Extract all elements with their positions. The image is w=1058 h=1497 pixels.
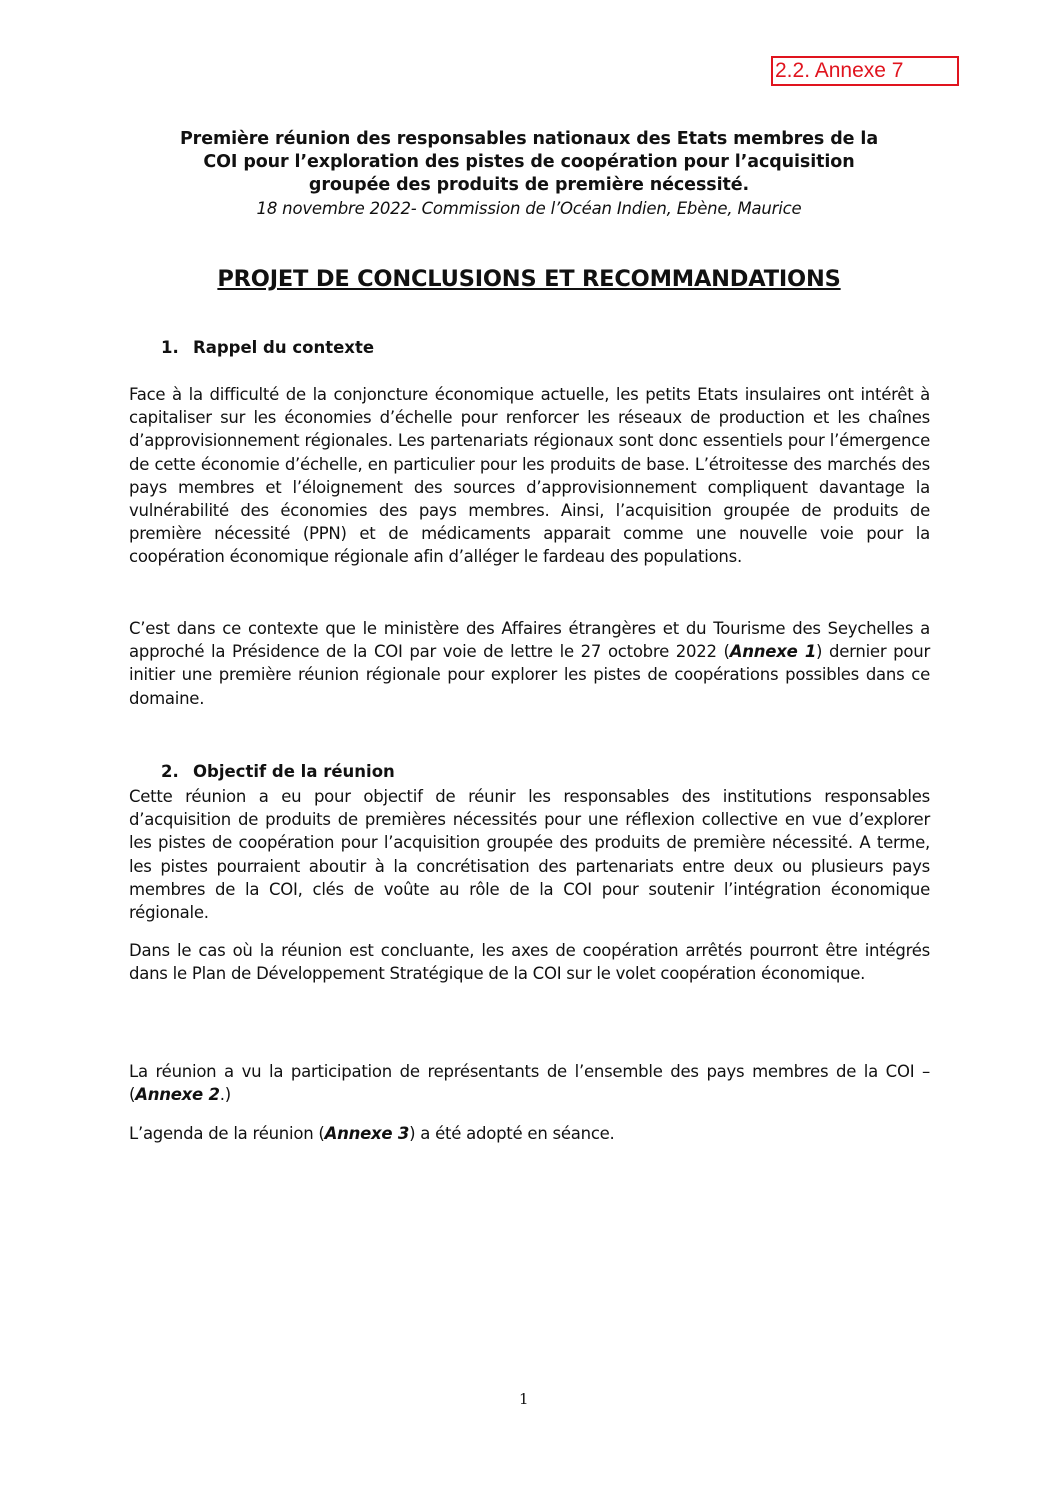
annex-reference: Annexe 1 xyxy=(729,642,817,662)
paragraph-objective-1: Cette réunion a eu pour objectif de réunir les responsables des institutions responsables d’acquisition de produits de premières nécessités pour une réflexion collective en vue d’explorer les pistes de coopération pour l’acquisition groupée des produits de première nécessité. A terme, les pistes pourraient aboutir à la concrétisation des partenariats entre deux ou plusieurs pays membres de la COI, clés de voûte au rôle de la COI pour soutenir l’intégration économique régionale. xyxy=(129,787,930,923)
annex-reference: Annexe 2 xyxy=(135,1085,220,1105)
annex-stamp xyxy=(771,56,959,86)
paragraph-text: ) dernier pour initier une première réunion régionale pour explorer les pistes de coopérations possibles dans ce domaine. xyxy=(129,642,930,708)
main-heading: PROJET DE CONCLUSIONS ET RECOMMANDATIONS xyxy=(217,266,841,292)
paragraph-text: L’agenda de la réunion ( xyxy=(129,1124,325,1143)
section-heading-2 xyxy=(161,762,395,781)
page-number: 1 xyxy=(519,1390,529,1408)
document-subtitle: 18 novembre 2022- Commission de l’Océan Indien, Ebène, Maurice xyxy=(256,199,802,218)
paragraph-text: ) a été adopté en séance. xyxy=(409,1124,615,1143)
paragraph-text: La réunion a vu la participation de représentants de l’ensemble des pays membres de la COI –( xyxy=(129,1062,930,1105)
section-heading-1 xyxy=(161,338,374,357)
section-title: Objectif de la réunion xyxy=(193,762,395,781)
annex-reference: Annexe 3 xyxy=(324,1124,410,1143)
document-title-line-3: groupée des produits de première nécessité. xyxy=(308,175,750,195)
paragraph-text: C’est dans ce contexte que le ministère des Affaires étrangères et du Tourisme des Seychelles a approché la Présidence de la COI par voie de lettre le 27 octobre 2022 ( xyxy=(129,619,930,662)
document-title-line-1: Première réunion des responsables nationaux des Etats membres de la xyxy=(179,129,879,149)
document-header xyxy=(128,128,930,220)
paragraph-text: .) xyxy=(219,1085,231,1105)
document-title-line-2: COI pour l’exploration des pistes de coopération pour l’acquisition xyxy=(203,152,855,172)
paragraph-context-1: Face à la difficulté de la conjoncture économique actuelle, les petits Etats insulaires ont intérêt à capitaliser sur les économies d’échelle pour renforcer les réseaux de production et les chaînes d’approvisionnement régionales. Les partenariats régionaux sont donc essentiels pour l’émergence de cette économie d’échelle, en particulier pour les produits de base. L’étroitesse des marchés des pays membres et l’éloignement des sources d’approvisionnement compliquent davantage la vulnérabilité des économies des pays membres. Ainsi, l’acquisition groupée de produits de première nécessité (PPN) et de médicaments apparait comme une nouvelle voie pour la coopération économique régionale afin d’alléger le fardeau des populations. xyxy=(129,385,930,567)
paragraph-participation xyxy=(129,1060,930,1106)
paragraph-context-2 xyxy=(129,617,930,710)
section-number: 1. xyxy=(161,338,179,357)
section-title: Rappel du contexte xyxy=(193,338,375,357)
section-number: 2. xyxy=(161,762,179,781)
paragraph-objective-2: Dans le cas où la réunion est concluante, les axes de coopération arrêtés pourront être intégrés dans le Plan de Développement Stratégique de la COI sur le volet coopération économique. xyxy=(129,941,930,984)
annex-stamp-label: 2.2. Annexe 7 xyxy=(775,59,904,82)
paragraph-agenda xyxy=(129,1122,930,1145)
